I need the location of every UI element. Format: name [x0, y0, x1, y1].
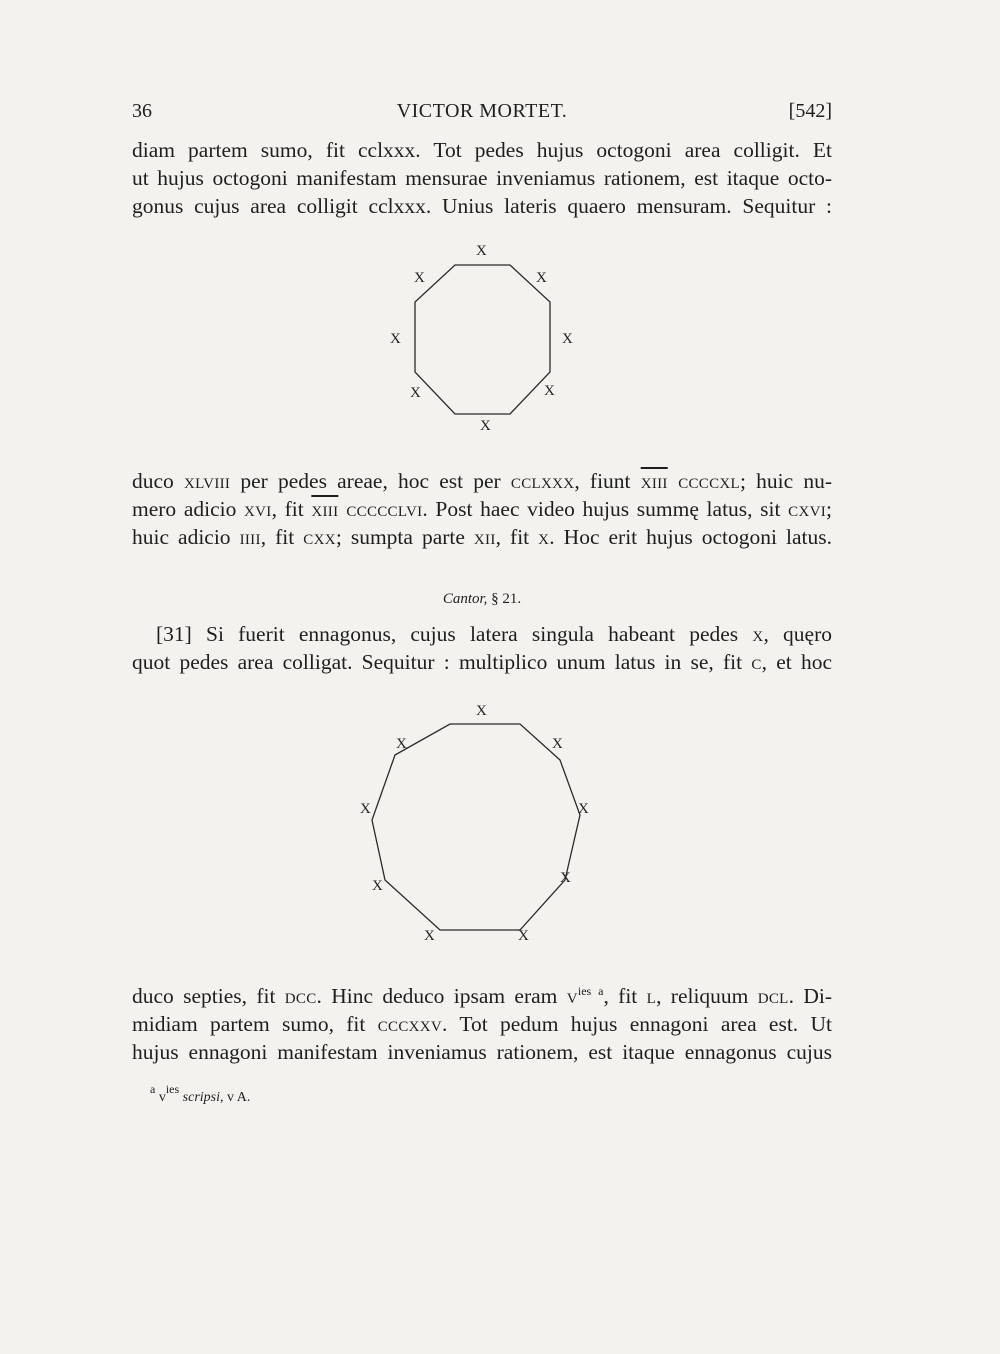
reference-number: [542]: [788, 100, 832, 122]
octagon-side-label: X: [414, 270, 425, 286]
ennagon-side-label: X: [476, 703, 487, 719]
ennagon-side-label: X: [578, 801, 589, 817]
paragraph-2: [132, 467, 832, 551]
text-line: hujus ennagoni manifestam inveniamus rationem, est itaque ennagonus cujus: [132, 1040, 832, 1064]
text-line: diam partem sumo, fit cclxxx. Tot pedes hujus octogoni area colligit. Et: [132, 138, 832, 162]
ennagon-figure: [372, 724, 580, 930]
octagon-side-label: X: [480, 418, 491, 434]
octagon-side-label: X: [536, 270, 547, 286]
footnote: $^a$ $v^{ies}$ scripsi, v A.: [150, 1082, 251, 1105]
paragraph-3: [132, 620, 832, 676]
text-line: gonus cujus area colligit cclxxx. Unius lateris quaero mensuram. Sequitur :: [132, 194, 832, 218]
text-line: [31] Si fuerit ennagonus, cujus latera singula habeant pedes x, quęro: [156, 622, 832, 646]
figure-caption: Cantor, § 21.: [442, 591, 522, 607]
octagon-side-label: X: [476, 243, 487, 259]
text-line: midiam partem sumo, fit cccxxv. Tot pedum hujus ennagoni area est. Ut: [132, 1012, 832, 1036]
text-line: ut hujus octogoni manifestam mensurae inveniamus rationem, est itaque octo-: [132, 166, 832, 190]
octagon-side-label: X: [390, 331, 401, 347]
octagon-side-label: X: [410, 385, 421, 401]
page-number: 36: [132, 100, 152, 122]
ennagon-side-label: X: [360, 801, 371, 817]
text-line: quot pedes area colligat. Sequitur : multiplico unum latus in se, fit c, et hoc: [132, 650, 832, 674]
text-line: mero adicio xvi, fit xiii ccccclvi. Post haec video hujus summę latus, sit cxvi;: [132, 497, 832, 521]
paragraph-4: [132, 982, 832, 1066]
ennagon-side-label: X: [560, 870, 571, 886]
octagon-figure: [415, 265, 550, 414]
ennagon-side-label: X: [372, 878, 383, 894]
text-line: duco xlviii per pedes areae, hoc est per cclxxx, fiunt xiii ccccxl; huic nu-: [132, 469, 832, 493]
text-line: duco septies, fit dcc. Hinc deduco ipsam eram $v^{ies a}$, fit l, reliquum dcl. Di-: [132, 984, 832, 1008]
ennagon-side-label: X: [396, 736, 407, 752]
ennagon-side-label: X: [424, 928, 435, 944]
ennagon-side-label: X: [518, 928, 529, 944]
running-title: VICTOR MORTET.: [396, 100, 568, 122]
octagon-side-label: X: [562, 331, 573, 347]
ennagon-side-label: X: [552, 736, 563, 752]
octagon-side-label: X: [544, 383, 555, 399]
text-line: huic adicio iiii, fit cxx; sumpta parte xii, fit x. Hoc erit hujus octogoni latus.: [132, 525, 832, 549]
